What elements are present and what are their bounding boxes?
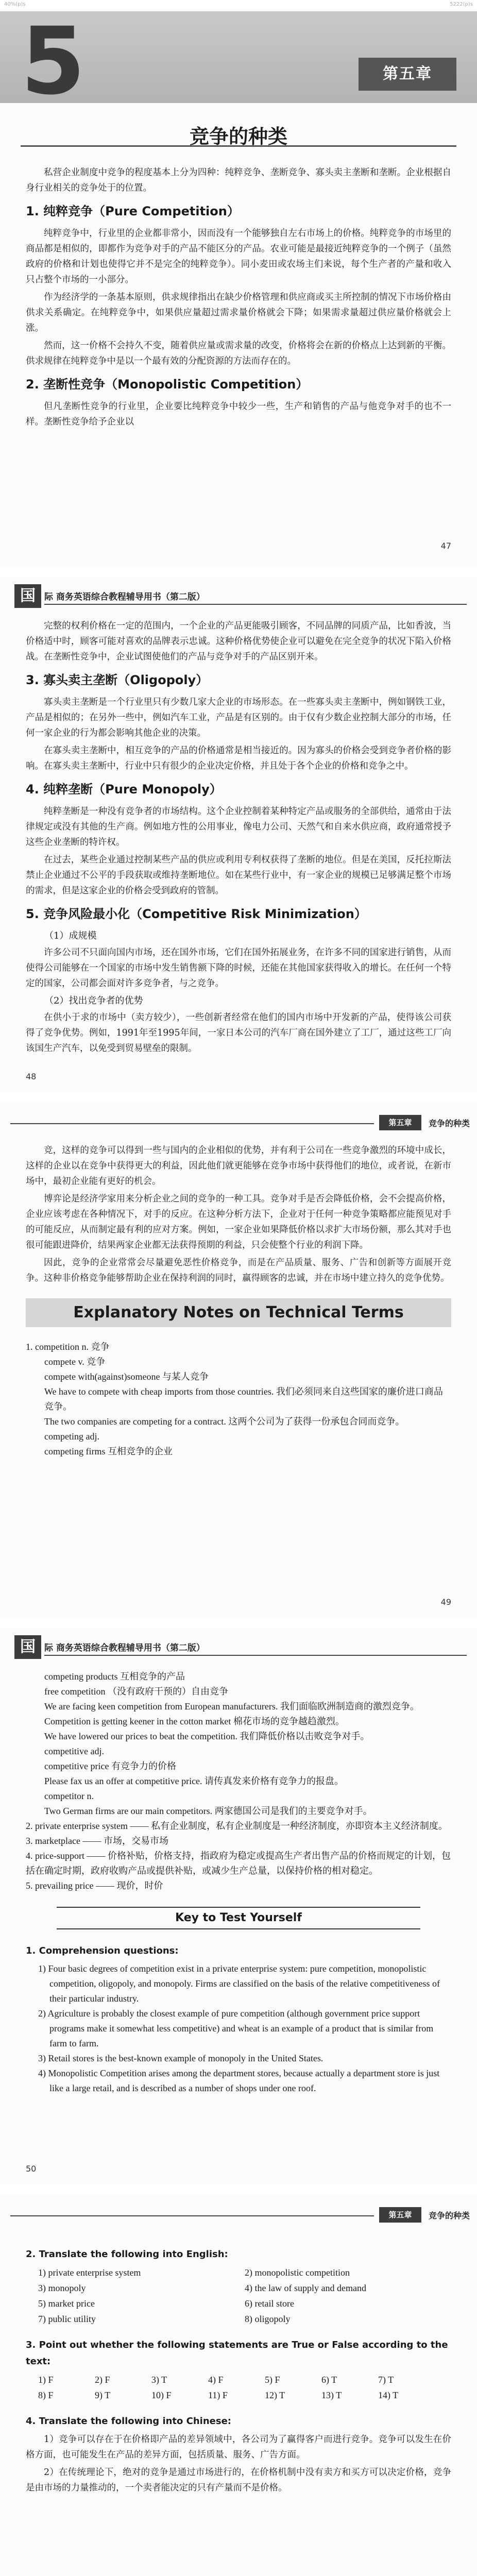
top-strip-right: 5222(p)s [450, 2, 473, 7]
page-50-content [26, 1669, 451, 2096]
glossary-entry: compete with(against)someone 与某人竞争 [44, 1371, 209, 1382]
glossary-entry: 2. private enterprise system —— 私有企业制度，私有企业制度是一种经济制度，亦即资本主义经济制度。 [26, 1821, 448, 1831]
header-tag: 第五章 [379, 1115, 421, 1130]
page-number: 49 [440, 1597, 451, 1607]
header-rule [44, 604, 467, 605]
translation-answer: 4) the law of supply and demand [245, 2283, 366, 2293]
true-false-answer: 4) F [208, 2375, 224, 2385]
paragraph: 纯粹竞争中，行业里的企业都非常小，因而没有一个能够独自左右市场上的价格。纯粹竞争的市场里的商品都是相似的，即都作为竞争对手的产品不能区分的产品。农业可能是最接近纯粹竞争的一个例子（虽然政府的价格和计划也使得它并不是完全的纯粹竞争）。同小麦田或农场主们来说，每个生产者的产量和收入只占整个市场的一小部分。 [26, 228, 451, 285]
header-logo: 国 [14, 584, 41, 608]
glossary-entry: competitive adj. [44, 1746, 104, 1756]
page-48-content [26, 618, 451, 1058]
translation-answer: 1) private enterprise system [38, 2267, 141, 2278]
true-false-answer: 8) F [38, 2390, 54, 2400]
subheading: （2）找出竞争者的优势 [44, 995, 143, 1006]
true-false-answer: 7) T [378, 2375, 394, 2385]
page-gap [0, 2184, 477, 2195]
comprehension-answer: 2) Agriculture is probably the closest example of pure competition (although government price support programs make it somewhat less competitive) and wheat is an example of a product that is similar from farm to farm. [38, 2008, 434, 2048]
glossary [26, 1669, 451, 1893]
page-number: 50 [26, 2164, 37, 2174]
glossary-entry: free competition （没有政府干预的）自由竞争 [44, 1686, 228, 1697]
glossary-entry: 5. prevailing price —— 现价，时价 [26, 1880, 163, 1891]
section-2-heading: 2. 垄断性竞争（Monopolistic Competition） [26, 377, 309, 392]
glossary-entry: competing firms 互相竞争的企业 [44, 1446, 173, 1456]
header-rule [10, 2215, 374, 2216]
glossary-entry: Competition is getting keener in the cotton market 棉花市场的竞争越趋激烈。 [44, 1716, 345, 1726]
paragraph: 竞，这样的竞争可以得到一些与国内的企业相似的优势，并有利于公司在一些竞争激烈的环境中成长，这样的企业以在竞争中获得更大的利益，因此他们就更能够在竞争市场中获得他们的地位，或者说，在新市场中，最初企业能有更好的机会。 [26, 1145, 451, 1187]
page-47 [0, 10, 477, 567]
page-49 [0, 1103, 477, 1618]
paragraph: 因此，竞争的企业常常会尽量避免恶性价格竞争，而是在产品质量、服务、广告和创新等方面展开竞争。这种非价格竞争能够帮助企业在保持利润的同时，赢得顾客的忠诚，并在市场中建立持久的竞争优势。 [26, 1258, 451, 1283]
glossary-entry: We have to compete with cheap imports from those countries. 我们必须同来自这些国家的廉价进口商品竞争。 [44, 1386, 443, 1412]
translate-cn-title: 4. Translate the following into Chinese: [26, 2416, 231, 2427]
page-48 [0, 577, 477, 1092]
page-number: 48 [26, 1072, 37, 1081]
paragraph: 1）竞争可以存在于在价格即产品的差异领域中，各公司为了赢得客户而进行竞争。竞争可以发生在价格方面，也可能发生在产品的差异方面，包括质量、服务、广告方面。 [26, 2434, 451, 2460]
paragraph: 在供小于求的市场中（卖方较少），一些创新者经常在他们的国内市场中开发新的产品，使得该公司获得了竞争优势。例如，1991年至1995年间，一家日本公司的汽车厂商在国外建立了工厂，通过这些工厂向该国生产汽车，以免受到贸易壁垒的限制。 [26, 1012, 451, 1054]
paragraph: 在过去，某些企业通过控制某些产品的供应或利用专利权获得了垄断的地位。但是在美国，反托拉斯法禁止企业通过不公平的手段获取或维持垄断地位。如在某些行业中，有一家企业的规模已足够满足整个市场的需求，但是这家企业的价格会受到政府的管制。 [26, 855, 451, 896]
glossary-entry: 3. marketplace —— 市场，交易市场 [26, 1836, 168, 1846]
true-false-answer: 11) F [208, 2390, 228, 2400]
true-false-answer: 9) T [95, 2390, 111, 2400]
true-false-answer: 13) T [321, 2390, 342, 2400]
comprehension-answer: 4) Monopolistic Competition arises among the department stores, because actually a department store is just like a large retail, and is described as a number of shops under one roof. [38, 2068, 440, 2093]
page-51-content [26, 2241, 451, 2498]
page-number: 47 [440, 541, 451, 551]
true-false-title: 3. Point out whether the following statements are True or False according to the text: [26, 2340, 448, 2367]
paragraph: 寡头卖主垄断是一个行业里只有少数几家大企业的市场形态。在一些寡头卖主垄断中，例如钢铁工业，产品是相似的；在另外一些中，例如汽车工业，产品是有区别的。由于仅有少数企业控制大部分的市场，任何一家企业的行为都会影响其他企业的决策。 [26, 697, 451, 738]
intro-paragraph: 私营企业制度中竞争的程度基本上分为四种：纯粹竞争、垄断竞争、寡头卖主垄断和垄断。企业根据自身行业相关的竞争处于的位置。 [26, 167, 451, 193]
glossary-entry: 4. price-support —— 价格补贴，价格支持，指政府为稳定或提高生产者出售产品的价格而规定的计划，包括在确定时期，政府收购产品或提供补贴，或减少生产总量，以保持价格的相对稳定。 [26, 1851, 451, 1876]
section-3-heading: 3. 寡头卖主垄断（Oligopoly） [26, 673, 209, 687]
glossary-entry: The two companies are competing for a contract. 这两个公司为了获得一份承包合同而竞争。 [44, 1416, 405, 1427]
true-false-answer: 2) F [95, 2375, 110, 2385]
true-false-answer: 10) F [151, 2390, 172, 2400]
paragraph: 博弈论是经济学家用来分析企业之间的竞争的一种工具。竞争对手是否会降低价格，会不会提高价格，企业应该考虑在各种情况下，对手的反应。在这种分析方法下，企业对于任何一种竞争策略都应能预见对手的可能反应，从而制定最有利的应对方案。例如，一家企业如果降低价格以求扩大市场份额，那么其对手也很可能跟进降价，结果两家企业都无法获得预期的利益，只会使整个行业的利润下降。 [26, 1194, 451, 1250]
paragraph: 2）在传统理论下，绝对的竞争是通过市场进行的，在价格机制中没有卖方和买方可以决定价格，竞争是由市场的力量推动的，一个卖者能决定的只有产量而不是价格。 [26, 2467, 451, 2493]
glossary-entry: competing products 互相竞争的产品 [44, 1671, 185, 1682]
comprehension-answer: 3) Retail stores is the best-known example of monopoly in the United States. [38, 2053, 323, 2063]
page-51 [0, 2195, 477, 2576]
top-strip [0, 0, 477, 10]
header-text: 竞争的种类 [428, 1118, 470, 1128]
paragraph: 许多公司不只面向国内市场，还在国外市场，它们在国外拓展业务，在许多不同的国家进行销售，从而使得公司能够在一个国家的市场中发生销售额下降的时候，还能在其他国家获得收入的增长。在任何一个特定的国家，公司都会面对许多竞争者，与之竞争。 [26, 947, 451, 989]
page-47-content [26, 165, 451, 432]
glossary-entry: competitor n. [44, 1791, 94, 1801]
page-gap [0, 567, 477, 577]
title-divider [21, 145, 456, 147]
comprehension-answer: 1) Four basic degrees of competition exist in a private enterprise system: pure competition, monopolistic competition, oligopoly, and monopoly. Firms are classified on the basis of the relative competitiveness of their particular industry. [38, 1963, 440, 2004]
glossary-entry: compete v. 竞争 [44, 1357, 106, 1367]
glossary [26, 1340, 451, 1459]
glossary-entry: We are facing keen competition from European manufacturers. 我们面临欧洲制造商的激烈竞争。 [44, 1701, 419, 1711]
chapter-number: 5 [21, 10, 86, 115]
page-50 [0, 1628, 477, 2184]
comprehension-title: 1. Comprehension questions: [26, 1945, 179, 1956]
notes-banner: Explanatory Notes on Technical Terms [26, 1298, 451, 1327]
header-rule [10, 1123, 374, 1124]
header-text: 际 商务英语综合教程辅导用书（第二版） [44, 592, 205, 602]
glossary-entry: 1. competition n. 竞争 [26, 1342, 110, 1352]
section-5-heading: 5. 竞争风险最小化（Competitive Risk Minimization） [26, 907, 367, 921]
true-false-answer: 3) T [151, 2375, 167, 2385]
paragraph: 然而，这一价格不会持久不变，随着供应量或需求量的改变，价格将会在新的价格点上达到新的平衡。供求规律在纯粹竞争中是以一个最有效的分配资源的方法而存在的。 [26, 341, 451, 366]
header-tag: 第五章 [379, 2207, 421, 2223]
translation-answer: 7) public utility [38, 2314, 96, 2324]
header-text: 际 商务英语综合教程辅导用书（第二版） [44, 1643, 205, 1653]
translation-answer: 6) retail store [245, 2298, 294, 2309]
glossary-entry: Please fax us an offer at competitive price. 请传真发来价格有竞争力的报盘。 [44, 1776, 344, 1786]
true-false-answer: 5) F [265, 2375, 280, 2385]
page-gap [0, 1092, 477, 1103]
subheading: （1）成规模 [44, 930, 97, 941]
translation-answer: 8) oligopoly [245, 2314, 291, 2324]
paragraph: 但凡垄断性竞争的行业里，企业要比纯粹竞争中较少一些，生产和销售的产品与他竞争对手的也不一样。垄断性竞争给予企业以 [26, 401, 451, 427]
paragraph: 纯粹垄断是一种没有竞争者的市场结构。这个企业控制着某种特定产品或服务的全部供给，通常由于法律规定或没有其他的生产商。例如地方性的公用事业，像电力公司、天然气和自来水供应商，政府通常授予这些企业垄断的特许权。 [26, 806, 451, 848]
true-false-answer: 12) T [265, 2390, 285, 2400]
glossary-entry: We have lowered our prices to beat the competition. 我们降低价格以击败竞争对手。 [44, 1731, 370, 1741]
page-gap [0, 1618, 477, 1628]
header-logo: 国 [14, 1635, 41, 1659]
glossary-entry: competitive price 有竞争力的价格 [44, 1761, 176, 1771]
running-header [0, 2195, 477, 2231]
translation-answer: 2) monopolistic competition [245, 2267, 350, 2278]
running-header [0, 1628, 477, 1664]
glossary-entry: Two German firms are our main competitors. 两家德国公司是我们的主要竞争对手。 [44, 1806, 372, 1816]
paragraph: 作为经济学的一条基本原则，供求规律指出在缺少价格管理和供应商或买主所控制的情况下市场价格由供求关系确定。在纯粹竞争中，如果供应量超过需求量价格就会下降；如果需求量超过供应量价格就会上涨。 [26, 292, 451, 333]
true-false-answer: 1) F [38, 2375, 54, 2385]
section-4-heading: 4. 纯粹垄断（Pure Monopoly） [26, 782, 222, 796]
true-false-row [38, 2372, 451, 2387]
header-text: 竞争的种类 [428, 2211, 470, 2221]
running-header [0, 1103, 477, 1139]
chapter-label: 第五章 [359, 58, 456, 91]
translation-answer: 5) market price [38, 2298, 95, 2309]
glossary-entry: competing adj. [44, 1431, 99, 1442]
chapter-band [0, 10, 477, 115]
section-1-heading: 1. 纯粹竞争（Pure Competition） [26, 204, 240, 218]
top-strip-left: 40%(p)s [4, 2, 26, 7]
translate-en-answers [38, 2265, 451, 2327]
true-false-answer: 14) T [378, 2390, 399, 2400]
translate-en-title: 2. Translate the following into English: [26, 2249, 228, 2260]
paragraph: 完整的权利价格在一定的范围内，一个企业的产品更能吸引顾客，不同品牌的同质产品，比如香波，当价格适中时，顾客可能对喜欢的品牌表示忠诚。这种价格优势使企业可以避免在完全竞争的状况下陷入价格战。在垄断性竞争中，企业试图使他们的产品与竞争对手的产品区别开来。 [26, 621, 451, 662]
true-false-answer: 6) T [321, 2375, 337, 2385]
key-banner: Key to Test Yourself [57, 1907, 420, 1929]
translation-answer: 3) monopoly [38, 2283, 86, 2293]
paragraph: 在寡头卖主垄断中，相互竞争的产品的价格通常是相当接近的。因为寡头的价格会受到竞争者价格的影响。在寡头卖主垄断中，行业中只有很少的企业决定价格，并且处于各个企业的价格和竞争之中。 [26, 745, 451, 771]
running-header [0, 577, 477, 613]
comprehension-answers [26, 1961, 451, 2096]
chapter-title: 竞争的种类 [189, 125, 287, 148]
header-rule [44, 1655, 467, 1656]
true-false-row [38, 2387, 451, 2403]
page-49-content [26, 1143, 451, 1459]
